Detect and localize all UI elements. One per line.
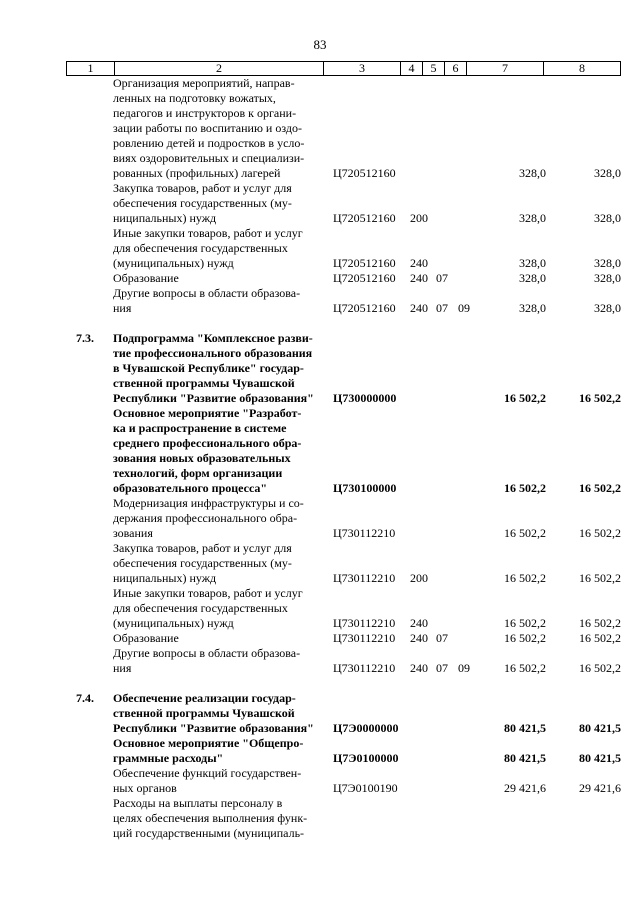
column-header-5: 5 — [423, 62, 445, 76]
row-number: 7.4. — [76, 691, 94, 705]
row-amount-8: 16 502,2 — [579, 631, 621, 645]
row-code: Ц720512160 — [333, 271, 396, 285]
page-number: 83 — [313, 37, 327, 52]
section-row — [66, 691, 622, 736]
row-name: Образование — [113, 631, 179, 645]
row-amount-8: 16 502,2 — [579, 481, 621, 495]
row-col-4: 200 — [410, 571, 428, 585]
row-amount-7: 80 421,5 — [504, 721, 546, 735]
table-row — [66, 646, 622, 676]
row-code: Ц730100000 — [333, 481, 397, 495]
row-name: Образование — [113, 271, 179, 285]
row-name: Организация мероприятий, направ- ленных на подготовку вожатых, педагогов и инструкторов к органи- зации работы по воспитанию и оздо- ровлению детей и подростков в усло- виях оздоровительных и специализи- рованных (профильных) лагерей — [113, 76, 305, 180]
row-name: Модернизация инфраструктуры и со- держания профессионального обра- зования — [113, 496, 304, 540]
row-code: Ц720512160 — [333, 256, 396, 270]
row-spacer — [66, 676, 622, 691]
row-amount-7: 16 502,2 — [504, 571, 546, 585]
row-amount-7: 328,0 — [519, 256, 546, 270]
row-name: Обеспечение функций государствен- ных органов — [113, 766, 302, 795]
table-row — [66, 541, 622, 586]
row-name: Иные закупки товаров, работ и услуг для обеспечения государственных (муниципальных) нужд — [113, 226, 303, 270]
section-row — [66, 406, 622, 496]
row-col-4: 200 — [410, 211, 428, 225]
row-code: Ц720512160 — [333, 301, 396, 315]
column-header-row — [67, 62, 621, 76]
row-code: Ц730112210 — [333, 616, 396, 630]
row-amount-7: 328,0 — [519, 166, 546, 180]
row-code: Ц730112210 — [333, 571, 396, 585]
table-row — [66, 286, 622, 316]
row-amount-7: 16 502,2 — [504, 616, 546, 630]
row-col-5: 07 — [436, 271, 448, 285]
row-amount-7: 328,0 — [519, 211, 546, 225]
table-row — [66, 271, 622, 286]
row-col-6: 09 — [458, 661, 470, 675]
column-header-6: 6 — [445, 62, 467, 76]
row-col-4: 240 — [410, 301, 428, 315]
row-amount-8: 16 502,2 — [579, 571, 621, 585]
row-amount-7: 80 421,5 — [504, 751, 546, 765]
row-code: Ц730000000 — [333, 391, 397, 405]
row-col-4: 240 — [410, 616, 428, 630]
row-amount-7: 16 502,2 — [504, 391, 546, 405]
row-amount-8: 328,0 — [594, 166, 621, 180]
row-amount-7: 16 502,2 — [504, 526, 546, 540]
column-header-table — [66, 61, 621, 76]
table-row — [66, 796, 622, 841]
row-amount-8: 328,0 — [594, 271, 621, 285]
row-col-4: 240 — [410, 271, 428, 285]
row-col-4: 240 — [410, 661, 428, 675]
row-amount-7: 29 421,6 — [504, 781, 546, 795]
row-amount-8: 16 502,2 — [579, 616, 621, 630]
column-header-8: 8 — [544, 62, 621, 76]
row-col-4: 240 — [410, 631, 428, 645]
row-code: Ц730112210 — [333, 631, 396, 645]
row-name: Закупка товаров, работ и услуг для обеспечения государственных (му- ниципальных) нужд — [113, 181, 292, 225]
row-code: Ц7Э0100000 — [333, 751, 399, 765]
row-amount-8: 80 421,5 — [579, 751, 621, 765]
column-header-7: 7 — [467, 62, 544, 76]
row-code: Ц720512160 — [333, 211, 396, 225]
column-header-2: 2 — [115, 62, 324, 76]
column-header-1: 1 — [67, 62, 115, 76]
row-amount-7: 16 502,2 — [504, 631, 546, 645]
row-code: Ц730112210 — [333, 526, 396, 540]
row-amount-8: 80 421,5 — [579, 721, 621, 735]
row-amount-8: 29 421,6 — [579, 781, 621, 795]
row-name: Обеспечение реализации государ- ственной программы Чувашской Республики "Развитие образования" — [113, 691, 314, 735]
row-name: Иные закупки товаров, работ и услуг для обеспечения государственных (муниципальных) нужд — [113, 586, 303, 630]
row-name: Основное мероприятие "Разработ- ка и распространение в системе среднего профессионального обра- зования новых образовательных технологий, форм организации образовательного процесса" — [113, 406, 302, 495]
row-amount-7: 16 502,2 — [504, 481, 546, 495]
row-amount-8: 16 502,2 — [579, 391, 621, 405]
row-name: Подпрограмма "Комплексное разви- тие профессионального образования в Чувашской Республике" государ- ственной программы Чувашской Республики "Развитие образования" — [113, 331, 314, 405]
table-row — [66, 586, 622, 631]
row-code: Ц720512160 — [333, 166, 396, 180]
row-amount-7: 328,0 — [519, 271, 546, 285]
row-name: Закупка товаров, работ и услуг для обеспечения государственных (му- ниципальных) нужд — [113, 541, 292, 585]
row-amount-8: 328,0 — [594, 256, 621, 270]
row-name: Другие вопросы в области образова- ния — [113, 286, 301, 315]
row-code: Ц7Э0000000 — [333, 721, 399, 735]
row-amount-8: 328,0 — [594, 301, 621, 315]
row-col-4: 240 — [410, 256, 428, 270]
row-number: 7.3. — [76, 331, 94, 345]
row-col-5: 07 — [436, 661, 448, 675]
table-row — [66, 766, 622, 796]
row-amount-8: 16 502,2 — [579, 661, 621, 675]
row-name: Другие вопросы в области образова- ния — [113, 646, 301, 675]
row-name: Расходы на выплаты персоналу в целях обеспечения выполнения функ- ций государственными (муниципаль- — [113, 796, 308, 840]
section-row — [66, 736, 622, 766]
row-col-5: 07 — [436, 631, 448, 645]
table-row — [66, 76, 622, 181]
row-name: Основное мероприятие "Общепро- граммные расходы" — [113, 736, 304, 765]
row-code: Ц7Э0100190 — [333, 781, 398, 795]
row-spacer — [66, 316, 622, 331]
table-row — [66, 226, 622, 271]
row-amount-7: 328,0 — [519, 301, 546, 315]
row-amount-8: 16 502,2 — [579, 526, 621, 540]
column-header-3: 3 — [324, 62, 401, 76]
column-header-4: 4 — [401, 62, 423, 76]
table-row — [66, 181, 622, 226]
table-row — [66, 496, 622, 541]
table-row — [66, 631, 622, 646]
row-col-5: 07 — [436, 301, 448, 315]
budget-table-body — [66, 76, 622, 841]
row-amount-7: 16 502,2 — [504, 661, 546, 675]
row-col-6: 09 — [458, 301, 470, 315]
row-code: Ц730112210 — [333, 661, 396, 675]
row-amount-8: 328,0 — [594, 211, 621, 225]
section-row — [66, 331, 622, 406]
